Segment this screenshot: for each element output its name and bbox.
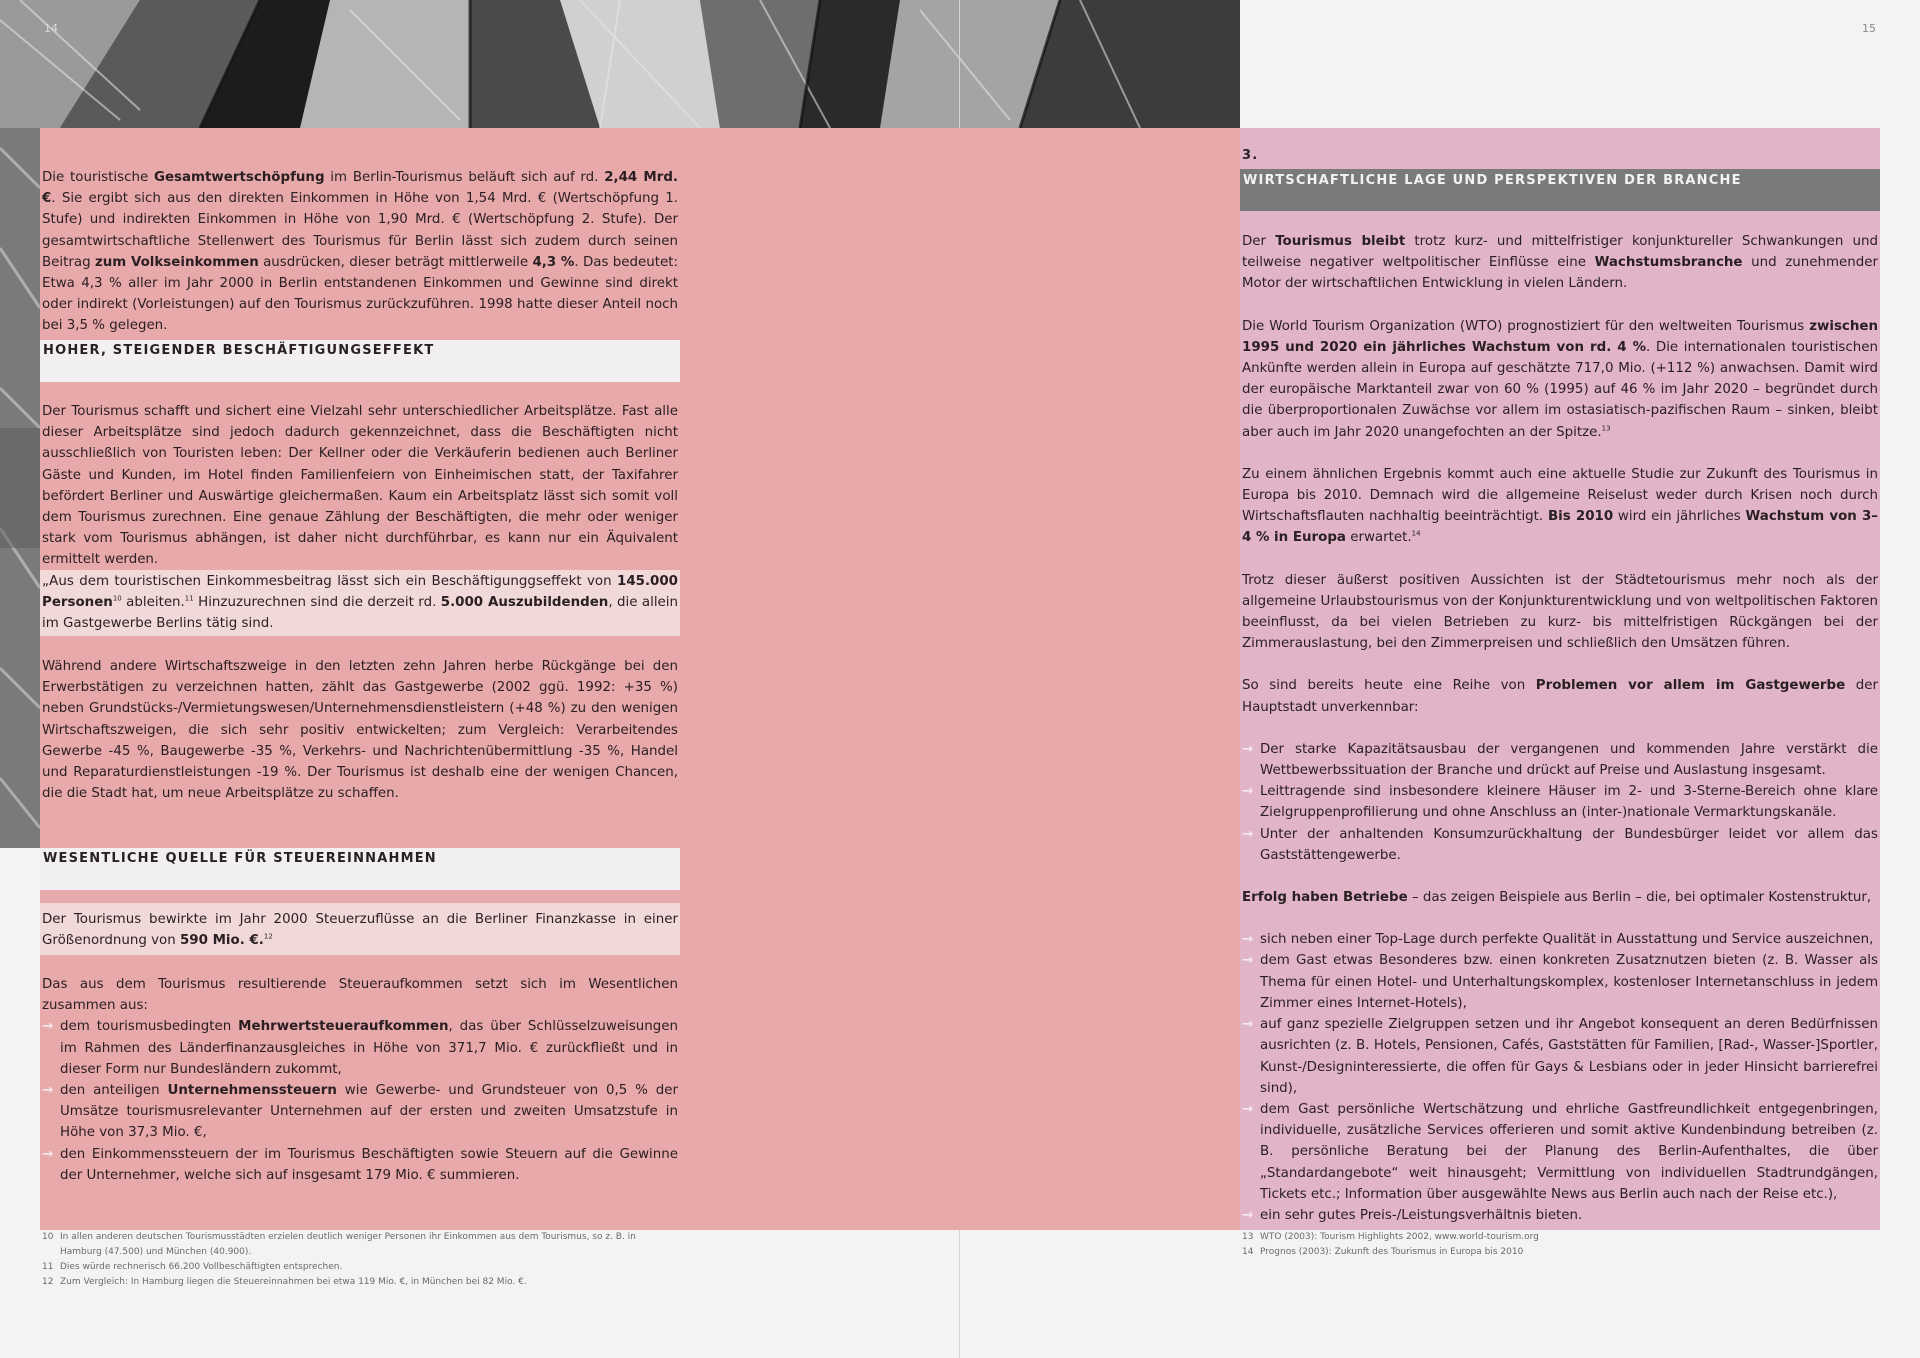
list-item-text: Der starke Kapazitätsausbau der vergangenen und kommenden Jahre verstärkt die Wettbewerbssituation der Branche und drückt auf Preise und Auslastung insgesamt. [1260, 741, 1878, 779]
paragraph-success: Erfolg haben Betriebe – das zeigen Beispiele aus Berlin – die, bei optimaler Kostenstruktur, [1242, 890, 1872, 906]
footnotes-right [1242, 1230, 1862, 1260]
problems-list [1242, 739, 1878, 866]
employment-paragraph: Der Tourismus schafft und sichert eine Vielzahl sehr unterschiedlicher Arbeitsplätze. Fast alle dieser Arbeitsplätze sind jedoch dadurch gekennzeichnet, dass die Beschäftigten nicht ausschließlich von Touristen leben: Der Kellner oder die Verkäuferin bedienen auch Berliner Gäste und Kunden, im Hotel finden Familienfeiern von Einheimischen statt, der Taxifahrer befördert Berliner und Auswärtige gleichermaßen. Kaum ein Arbeitsplatz lässt sich somit voll dem Tourismus zurechnen. Eine genaue Zählung der Beschäftigten, die mehr oder weniger stark vom Tourismus abhängen, ist daher nicht durchführbar, es kann nur ein Äquivalent ermittelt werden. [42, 404, 678, 568]
arrow-icon: → [1242, 826, 1254, 842]
footnote [42, 1275, 662, 1290]
arrow-icon: → [1242, 953, 1254, 969]
tax-list [42, 974, 678, 1186]
footnote-text: Zum Vergleich: In Hamburg liegen die Steuereinnahmen bei etwa 119 Mio. €, in München bei 82 Mio. €. [60, 1277, 527, 1287]
heading-tax: WESENTLICHE QUELLE FÜR STEUEREINNAHMEN [40, 848, 680, 890]
footnote-number: 10 [42, 1232, 54, 1242]
list-item-text: dem Gast etwas Besonderes bzw. einen konkreten Zusatznutzen bieten (z. B. Wasser als Thema für einen Hotel- und Unterhaltungskomplex, kostenloser Internetanschluss in jedem Zimmer eines Internet-Hotels), [1260, 953, 1878, 1011]
list-item-text: Leittragende sind insbesondere kleinere Häuser im 2- und 3-Sterne-Bereich ohne klare Zielgruppenprofilierung und ohne Anschluss an (inter-)nationale Vermarktungskanäle. [1260, 784, 1878, 821]
list-item [1242, 1099, 1878, 1205]
footnote-text: WTO (2003): Tourism Highlights 2002, www.world-tourism.org [1260, 1232, 1539, 1242]
arrow-icon: → [42, 1146, 54, 1162]
list-item-text: ein sehr gutes Preis-/Leistungsverhältnis bieten. [1260, 1207, 1583, 1223]
paragraph-city-tourism: Trotz dieser äußerst positiven Aussichten ist der Städtetourismus mehr noch als der allgemeine Urlaubstourismus von der Konjunkturentwicklung und von weltpolitischen Faktoren beeinflusst, da bei vielen Betrieben zu kurz- bis mittelfristigen Rückgängen bei der Zimmerauslastung, bei den Zimmerpreisen und schließlich den Umsätzen führen. [1242, 572, 1878, 652]
section-title: WIRTSCHAFTLICHE LAGE UND PERSPEKTIVEN DER BRANCHE [1240, 169, 1880, 211]
footnote [1242, 1230, 1862, 1245]
paragraph-growth: Der Tourismus bleibt trotz kurz- und mittelfristiger konjunktureller Schwankungen und teilweise negativer weltpolitischer Einflüsse eine Wachstumsbranche und zunehmender Motor der wirtschaftlichen Entwicklung in vielen Ländern. [1242, 234, 1879, 292]
footnote [42, 1230, 662, 1260]
footnote [1242, 1245, 1862, 1260]
tax-list-intro: Das aus dem Tourismus resultierende Steueraufkommen setzt sich im Wesentlichen zusammen aus: [42, 977, 678, 1014]
footnote-text: Dies würde rechnerisch 66.200 Vollbeschäftigten entsprechen. [60, 1262, 343, 1272]
architecture-photo [0, 0, 1240, 128]
tax-quote-text: Der Tourismus bewirkte im Jahr 2000 Steuerzuflüsse an die Berliner Finanzkasse in einer Größenordnung von 590 Mio. €.$^{12}$ [42, 912, 678, 949]
intro-paragraph: Die touristische Gesamtwertschöpfung im Berlin-Tourismus beläuft sich auf rd. 2,44 Mrd. €. Sie ergibt sich aus den direkten Einkommen in Höhe von 1,54 Mrd. € (Wertschöpfung 1. Stufe) und indirekten Einkommen in Höhe von 1,90 Mrd. € (Wertschöpfung 2. Stufe). Der gesamtwirtschaftliche Stellenwert des Tourismus für Berlin lässt sich zudem durch seinen Beitrag zum Volkseinkommen ausdrücken, dieser beträgt mittlerweile 4,3 %. Das bedeutet: Etwa 4,3 % aller im Jahr 2000 in Berlin entstandenen Einkommen und Gewinne sind direkt oder indirekt (Vorleistungen) auf den Tourismus zurückzuführen. 1998 hatte dieser Anteil noch bei 3,5 % gelegen. [42, 170, 679, 334]
right-body [1242, 231, 1878, 1226]
arrow-icon: → [1242, 1207, 1254, 1223]
list-item [42, 1144, 678, 1186]
heading-employment: HOHER, STEIGENDER BESCHÄFTIGUNGSEFFEKT [40, 340, 680, 382]
paragraph-wto: Die World Tourism Organization (WTO) prognostiziert für den weltweiten Tourismus zwischen 1995 und 2020 ein jährliches Wachstum von rd. 4 %. Die internationalen touristischen Ankünfte werden allein in Europa auf geschätzte 717,0 Mio. (+112 %) anwachsen. Damit wird der europäische Marktanteil zwar von 60 % (1995) auf 46 % im Jahr 2020 – begründet durch die überproportionalen Zuwächse vor allem im ostasiatisch-pazifischen Raum – sinken, bleibt aber auch im Jahr 2020 unangefochten an der Spitze.$^{13}$ [1242, 318, 1878, 440]
list-item [1242, 929, 1878, 950]
list-item [1242, 1014, 1878, 1099]
quote-text: „Aus dem touristischen Einkommesbeitrag lässt sich ein Beschäftigunggseffekt von 145.000 Personen$^{10}$ ableiten.$^{11}$ Hinzuzurechnen sind die derzeit rd. 5.000 Auszubildenden, die allein im Gastgewerbe Berlins tätig sind. [42, 574, 678, 632]
list-item-text: auf ganz spezielle Zielgruppen setzen und ihr Angebot konsequent an deren Bedürfnissen ausrichten (z. B. Hotels, Pensionen, Cafés, Gaststätten für Familien, [Rad-, Wasser-]Sportler, Kunst-/Designinteressierte, die offen für Gays & Lesbians oder in jeder Hinsicht barrierefrei sind), [1260, 1017, 1878, 1096]
page-number-left: 14 [44, 22, 58, 35]
footnote-number: 13 [1242, 1232, 1254, 1242]
list-item-text: dem tourismusbedingten Mehrwertsteueraufkommen, das über Schlüsselzuweisungen im Rahmen des Länderfinanzausgleiches in Höhe von 371,7 Mio. € zurückfließt und in dieser Form nur Bundesländern zukommt, [60, 1019, 678, 1077]
list-item-text: dem Gast persönliche Wertschätzung und ehrliche Gastfreundlichkeit entgegenbringen, individuelle, zusätzliche Services offerieren und somit aktive Kundenbindung betreiben (z. B. persönliche Beratung bei der Planung des Berlin-Aufenthaltes, die über „Standardangebote“ weit hinausgeht; Vermittlung von individuellen Stadtrundgängen, Tickets etc.; Information über ausgewählte News aus Berlin auch nach der Reise etc.), [1260, 1101, 1878, 1202]
list-item-text: den Einkommenssteuern der im Tourismus Beschäftigten sowie Steuern auf die Gewinne der Unternehmer, welche sich auf insgesamt 179 Mio. € summieren. [60, 1146, 678, 1183]
footnote [42, 1260, 662, 1275]
footnote-number: 14 [1242, 1247, 1254, 1257]
arrow-icon: → [1242, 932, 1254, 948]
paragraph-problems: So sind bereits heute eine Reihe von Problemen vor allem im Gastgewerbe der Hauptstadt unverkennbar: [1242, 678, 1878, 715]
list-item [1242, 824, 1878, 866]
arrow-icon: → [42, 1083, 54, 1099]
list-item [1242, 1205, 1878, 1226]
footnote-number: 11 [42, 1262, 54, 1272]
footnote-text: Prognos (2003): Zukunft des Tourismus in Europa bis 2010 [1260, 1247, 1524, 1257]
list-item [1242, 739, 1878, 781]
arrow-icon: → [1242, 1101, 1254, 1117]
arrow-icon: → [1242, 1017, 1254, 1033]
architecture-photo-strip [0, 128, 40, 848]
list-item-text: sich neben einer Top-Lage durch perfekte Qualität in Ausstattung und Service auszeichnen, [1260, 932, 1874, 948]
list-item-text: Unter der anhaltenden Konsumzurückhaltung der Bundesbürger leidet vor allem das Gaststättengewerbe. [1260, 826, 1878, 863]
section-number: 3. [1242, 148, 1259, 163]
list-item [42, 1016, 678, 1080]
arrow-icon: → [1242, 741, 1254, 757]
arrow-icon: → [42, 1019, 54, 1035]
success-list [1242, 929, 1878, 1226]
page-number-right: 15 [1862, 22, 1876, 35]
footnote-text: In allen anderen deutschen Tourismusstädten erzielen deutlich weniger Personen ihr Einkommen aus dem Tourismus, so z. B. in Hamburg (47.500) und München (40.900). [60, 1232, 636, 1257]
list-item [1242, 950, 1878, 1014]
paragraph-study: Zu einem ähnlichen Ergebnis kommt auch eine aktuelle Studie zur Zukunft des Tourismus in Europa bis 2010. Demnach wird die allgemeine Reiselust weder durch Krisen noch durch Wirtschaftsflauten nachhaltig beeinträchtigt. Bis 2010 wird ein jährliches Wachstum von 3–4 % in Europa erwartet.$^{14}$ [1242, 466, 1878, 546]
footnote-number: 12 [42, 1277, 54, 1287]
footnotes-left [42, 1230, 662, 1290]
list-item [42, 1080, 678, 1144]
sectors-paragraph: Während andere Wirtschaftszweige in den letzten zehn Jahren herbe Rückgänge bei den Erwerbstätigen zu verzeichnen hatten, zählt das Gastgewerbe (2002 ggü. 1992: +35 %) neben Grundstücks-/Vermietungswesen/Unternehmensdienstleistern (+48 %) zu den wenigen Wirtschaftszweigen, die sich sehr positiv entwickelten; zum Vergleich: Verarbeitendes Gewerbe -45 %, Baugewerbe -35 %, Verkehrs- und Nachrichtenübermittlung -35 %, Handel und Reparaturdienstleistungen -19 %. Der Tourismus ist deshalb eine der wenigen Chancen, die die Stadt hat, um neue Arbeitsplätze zu schaffen. [42, 659, 678, 802]
list-item [1242, 781, 1878, 823]
arrow-icon: → [1242, 784, 1254, 800]
list-item-text: den anteiligen Unternehmenssteuern wie Gewerbe- und Grundsteuer von 0,5 % der Umsätze tourismusrelevanter Unternehmen auf der ersten und zweiten Umsatzstufe in Höhe von 37,3 Mio. €, [60, 1083, 678, 1141]
